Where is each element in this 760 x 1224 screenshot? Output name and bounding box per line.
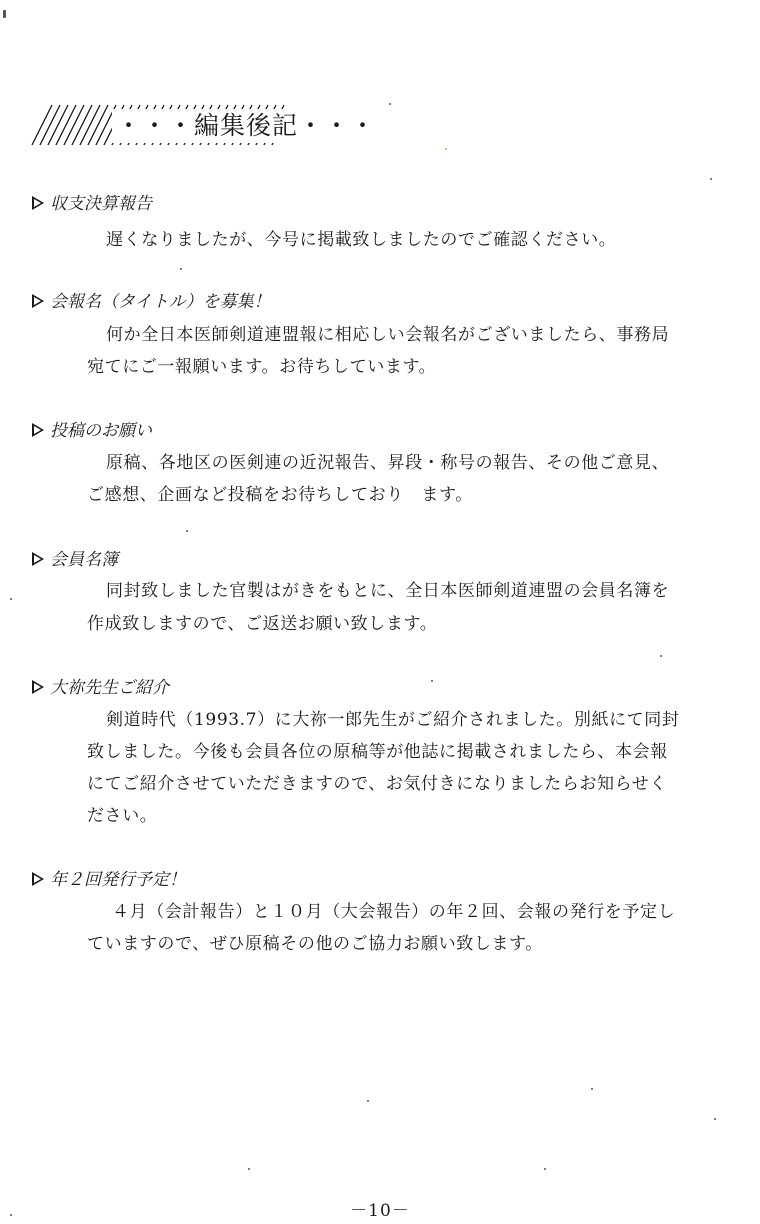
scan-speck — [714, 1118, 716, 1120]
scan-speck — [3, 10, 6, 18]
hollow-right-triangle-icon — [32, 196, 44, 210]
hollow-right-triangle-icon — [32, 680, 44, 694]
section-heading-label: 会員名簿 — [50, 550, 118, 570]
scan-speck — [180, 268, 182, 270]
section-heading-teacher-introduction — [32, 677, 169, 699]
scan-speck — [248, 1168, 250, 1170]
editors-note-banner — [30, 103, 377, 147]
scan-speck — [367, 1100, 369, 1102]
section-heading-label: 収支決算報告 — [50, 194, 152, 214]
section-heading-label: 大祢先生ご紹介 — [50, 678, 169, 698]
section-body-line: ご感想、企画など投稿をお待ちしており ます。 — [87, 485, 473, 505]
scan-speck — [445, 148, 447, 150]
section-body-line: ４月（会計報告）と１０月（大会報告）の年２回、会報の発行を予定し — [112, 902, 676, 922]
page-title: ・・・編集後記・・・ — [112, 109, 380, 143]
scan-speck — [10, 1214, 12, 1216]
section-body-line: 原稿、各地区の医剣連の近況報告、昇段・称号の報告、その他ご意見、 — [106, 453, 670, 473]
scan-speck — [431, 680, 433, 682]
section-body-line: 何か全日本医師剣道連盟報に相応しい会報名がございましたら、事務局 — [106, 325, 670, 345]
hollow-right-triangle-icon — [32, 552, 44, 566]
section-body-line: にてご紹介させていただきますので、お気付きになりましたらお知らせく — [87, 774, 667, 794]
section-heading-newsletter-name — [32, 291, 271, 313]
section-body-line: ださい。 — [87, 806, 158, 826]
section-body-line: 作成致しますので、ご返送お願い致します。 — [87, 614, 438, 634]
section-heading-publication-schedule — [32, 869, 186, 891]
section-body-line: 宛てにご一報願います。お待ちしています。 — [87, 357, 437, 377]
scan-speck — [591, 1088, 593, 1090]
hollow-right-triangle-icon — [32, 872, 44, 886]
section-body-line: 剣道時代（1993.7）に大祢一郎先生がご紹介されました。別紙にて同封 — [106, 710, 680, 730]
page-number: －10－ — [350, 1201, 410, 1221]
section-heading-label: 年２回発行予定！ — [50, 870, 186, 890]
section-heading-label: 会報名（タイトル）を募集！ — [50, 292, 271, 312]
section-body-line: 同封致しました官製はがきをもとに、全日本医師剣道連盟の会員名簿を — [106, 581, 670, 601]
hollow-right-triangle-icon — [32, 294, 44, 308]
section-heading-label: 投稿のお願い — [50, 421, 152, 441]
scan-speck — [389, 103, 391, 105]
section-body-line: 致しました。今後も会員各位の原稿等が他誌に掲載されましたら、本会報 — [87, 742, 668, 762]
section-heading-submission-request — [32, 420, 152, 442]
section-body-line: ていますので、ぜひ原稿その他のご協力お願い致します。 — [87, 934, 543, 954]
hollow-right-triangle-icon — [32, 423, 44, 437]
scan-speck — [660, 655, 662, 657]
section-heading-finance-report — [32, 193, 152, 215]
scan-speck — [710, 178, 712, 180]
section-body-line: 遅くなりましたが、今号に掲載致しましたのでご確認ください。 — [106, 230, 617, 250]
section-heading-member-roster — [32, 549, 118, 571]
scan-speck — [186, 530, 188, 532]
scan-speck — [10, 598, 12, 600]
scan-speck — [544, 1168, 546, 1170]
